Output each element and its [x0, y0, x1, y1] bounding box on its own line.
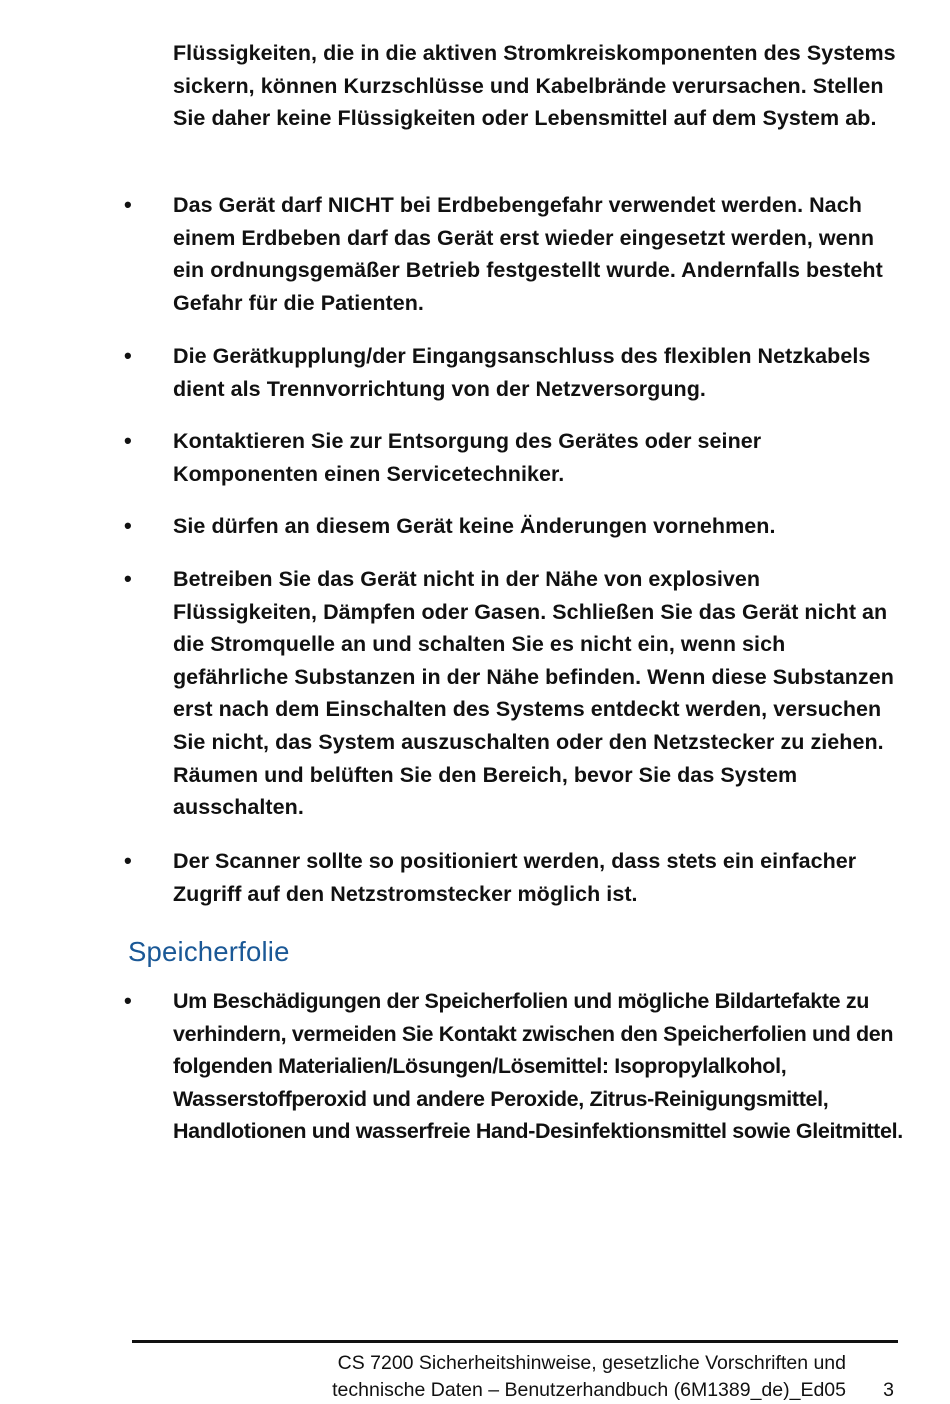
list-item-storage-foil: Um Beschädigungen der Speicherfolien und mögliche Bildartefakte zu verhindern, vermeiden Sie Kontakt zwischen den Speicherfolien und den folgenden Materialien/Lösungen/Lösemittel: Isopropylalkohol, Wasserstoffperoxid und andere Peroxide, Zitrus-Reinigungsmittel, Handlotionen und wasserfreie Hand-Desinfektionsmittel sowie Gleitmittel.	[173, 989, 903, 1144]
footer-divider	[132, 1340, 898, 1343]
bullet-symbol: •	[124, 566, 132, 591]
footer-document-title	[332, 1350, 846, 1404]
bullet-symbol: •	[124, 192, 132, 217]
intro-paragraph: Flüssigkeiten, die in die aktiven Stromkreiskomponenten des Systems sickern, können Kurzschlüsse und Kabelbrände verursachen. Stellen Sie daher keine Flüssigkeiten oder Lebensmittel auf dem System ab.	[173, 41, 896, 131]
list-item-no-modifications: Sie dürfen an diesem Gerät keine Änderungen vornehmen.	[173, 514, 776, 538]
bullet-symbol: •	[124, 988, 132, 1013]
bullet-symbol: •	[124, 848, 132, 873]
page-number: 3	[883, 1379, 894, 1401]
bullet-symbol: •	[124, 428, 132, 453]
footer-line-2: technische Daten – Benutzerhandbuch (6M1389_de)_Ed05	[332, 1379, 846, 1401]
bullet-symbol: •	[124, 513, 132, 538]
list-item-earthquake: Das Gerät darf NICHT bei Erdbebengefahr verwendet werden. Nach einem Erdbeben darf das Gerät erst wieder eingesetzt werden, wenn ein ordnungsgemäßer Betrieb festgestellt wurde. Andernfalls besteht Gefahr für die Patienten.	[173, 193, 883, 315]
list-item-explosive-substances: Betreiben Sie das Gerät nicht in der Nähe von explosiven Flüssigkeiten, Dämpfen oder Gasen. Schließen Sie das Gerät nicht an die Stromquelle an und schalten Sie es nicht ein, wenn sich gefährliche Substanzen in der Nähe befinden. Wenn diese Substanzen erst nach dem Einschalten des Systems entdeckt werden, versuchen Sie nicht, das System auszuschalten oder den Netzstecker zu ziehen. Räumen und belüften Sie den Bereich, bevor Sie das System ausschalten.	[173, 567, 894, 820]
list-item-power-disconnect: Die Gerätkupplung/der Eingangsanschluss des flexiblen Netzkabels dient als Trennvorrichtung von der Netzversorgung.	[173, 344, 871, 401]
bullet-symbol: •	[124, 343, 132, 368]
section-heading: Speicherfolie	[128, 936, 290, 967]
footer-line-1: CS 7200 Sicherheitshinweise, gesetzliche Vorschriften und	[337, 1352, 846, 1374]
list-item-disposal: Kontaktieren Sie zur Entsorgung des Gerätes oder seiner Komponenten einen Servicetechniker.	[173, 429, 762, 486]
list-item-scanner-position: Der Scanner sollte so positioniert werden, dass stets ein einfacher Zugriff auf den Netzstromstecker möglich ist.	[173, 849, 857, 906]
